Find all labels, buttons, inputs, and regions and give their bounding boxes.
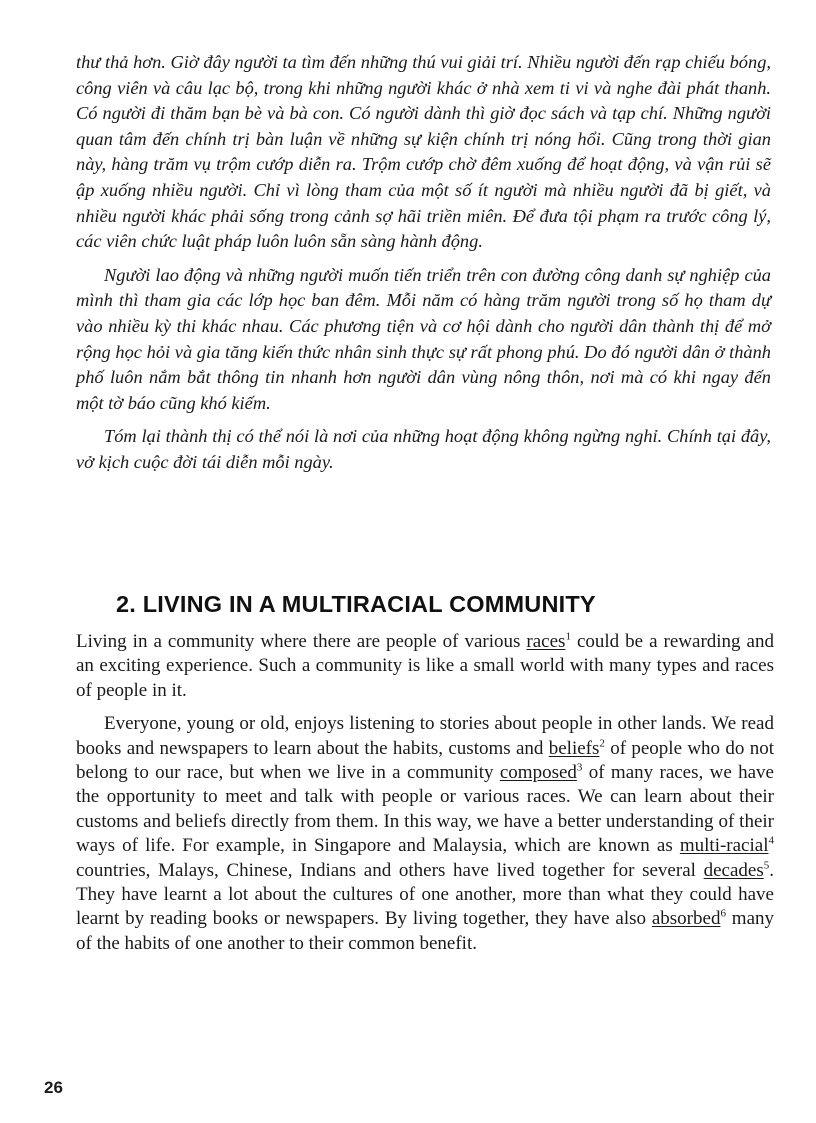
text-run: Everyone, young or old, enjoys listening to stories about people in other lands. We read books and newspapers to learn about the habits, customs and	[76, 713, 774, 759]
text-run: countries, Malays, Chinese, Indians and others have lived together for several	[76, 859, 704, 881]
vietnamese-paragraph: Người lao động và những người muốn tiến triển trên con đường công danh sự nghiệp của mình thì tham gia các lớp học ban đêm. Mỗi năm có hàng trăm người trong số họ tham dự vào nhiều kỳ thi khác nhau. Các phương tiện và cơ hội dành cho người dân thành thị để mở rộng học hỏi và gia tăng kiến thức nhân sinh thực sự rất phong phú. Do đó người dân ở thành phố luôn nắm bắt thông tin nhanh hơn người dân vùng nông thôn, nơi mà có khi ngay đến một tờ báo cũng khó kiếm.	[76, 264, 771, 413]
section-title: 2. LIVING IN A MULTIRACIAL COMMUNITY	[116, 591, 596, 617]
vocab-term: multi-racial	[679, 835, 769, 857]
text-run: . They have learnt a lot about the cultures of one another, more than what they could have learnt by reading books or newspapers. By living together, they have also	[76, 859, 774, 930]
vocab-term: absorbed	[651, 908, 721, 930]
footnote-marker: 2	[599, 737, 605, 750]
text-run: Living in a community where there are people of various	[76, 631, 527, 652]
vocab-term: decades	[703, 859, 764, 881]
vietnamese-text-block	[76, 50, 771, 484]
english-paragraph	[76, 630, 774, 703]
text-run: of people who do not belong to our race, but when we live in a community	[76, 737, 774, 784]
text-run: could be a rewarding and an exciting experience. Such a community is like a small world with many types and races of people in it.	[76, 631, 774, 701]
footnote-marker: 4	[768, 834, 774, 847]
page-number: 26	[44, 1078, 63, 1097]
vocab-term: races	[526, 631, 566, 652]
footnote-marker: 6	[720, 908, 726, 921]
vietnamese-paragraph: Tóm lại thành thị có thể nói là nơi của những hoạt động không ngừng nghỉ. Chính tại đây, vở kịch cuộc đời tái diễn mỗi ngày.	[76, 426, 771, 472]
english-text-block	[76, 630, 774, 965]
footnote-marker: 3	[576, 761, 583, 774]
vocab-term: composed	[499, 762, 577, 784]
text-run: many of the habits of one another to their common benefit.	[76, 908, 775, 954]
vietnamese-paragraph: thư thả hơn. Giờ đây người ta tìm đến những thú vui giải trí. Nhiều người đến rạp chiếu bóng, công viên và câu lạc bộ, trong khi những người khác ở nhà xem ti vi và nghe đài phát thanh. Có người đi thăm bạn bè và bà con. Có người dành thì giờ đọc sách và tạp chí. Những người quan tâm đến chính trị bàn luận về những sự kiện chính trị nóng hổi. Cũng trong thời gian này, hàng trăm vụ trộm cướp diễn ra. Trộm cướp chờ đêm xuống để hoạt động, và vận rủi sẽ ập xuống nhiều người. Chỉ vì lòng tham của một số ít người mà nhiều người đã bị giết, và nhiều người khác phải sống trong cảnh sợ hãi triền miên. Để đưa tội phạm ra trước công lý, các viên chức luật pháp luôn luôn sẵn sàng hành động.	[76, 52, 771, 252]
footnote-marker: 1	[565, 630, 571, 643]
footnote-marker: 5	[763, 859, 770, 872]
english-paragraph	[76, 712, 774, 956]
vocab-term: beliefs	[548, 737, 600, 759]
text-run: of many races, we have the opportunity to meet and talk with people or various races. We can learn about their customs and beliefs directly from them. In this way, we have a better understanding of their ways of life. For example, in Singapore and Malaysia, which are known as	[76, 762, 774, 857]
